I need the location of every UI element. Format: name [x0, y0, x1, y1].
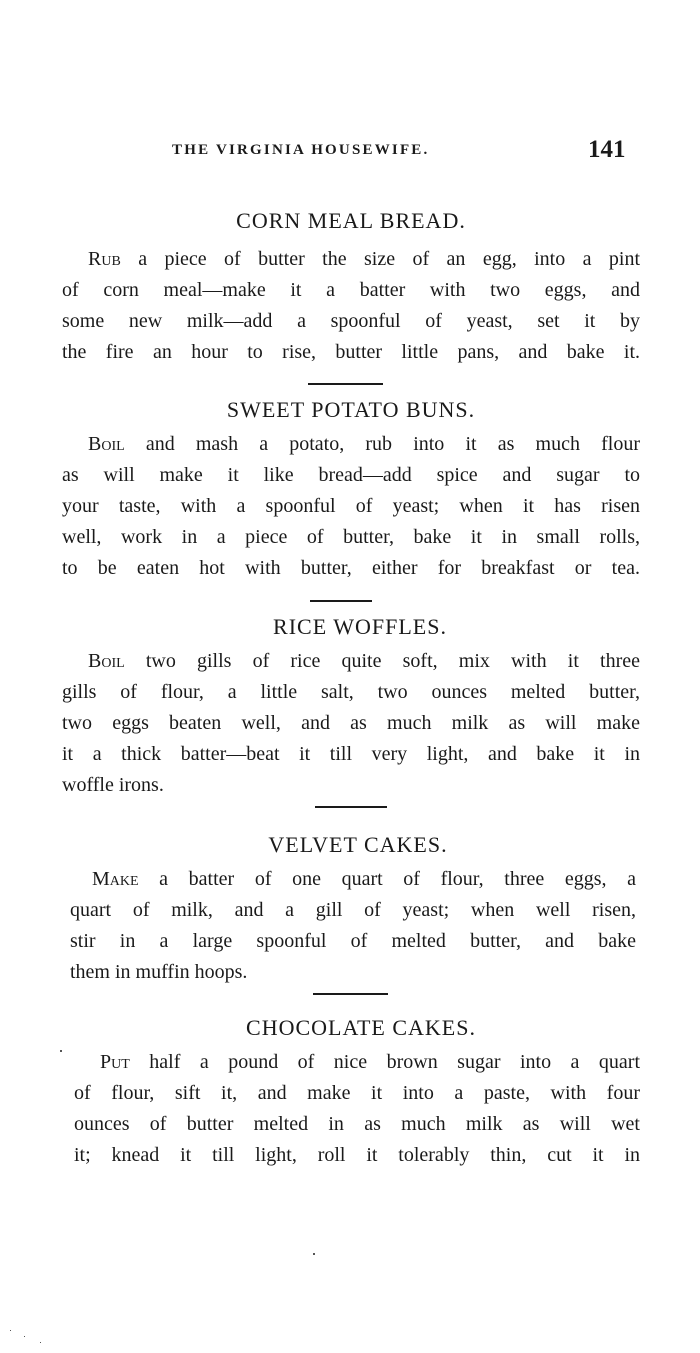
recipe-title: SWEET POTATO BUNS.	[226, 397, 476, 422]
recipe-lead-word: Rub	[88, 248, 121, 270]
recipe-line: Boil two gills of rice quite soft, mix with it three	[88, 650, 640, 672]
recipe-line: ounces of butter melted in as much milk as will wet	[74, 1113, 640, 1135]
print-speck	[60, 1050, 62, 1052]
recipe-line: them in muffin hoops.	[70, 961, 248, 983]
recipe-corn-meal-bread	[62, 206, 640, 368]
section-divider	[313, 993, 388, 995]
recipe-line: your taste, with a spoonful of yeast; when it has risen	[62, 495, 640, 517]
recipe-line: woffle irons.	[62, 774, 164, 796]
recipe-line: quart of milk, and a gill of yeast; when well risen,	[70, 899, 636, 921]
recipe-line: two eggs beaten well, and as much milk as will make	[62, 712, 640, 734]
page-number: 141	[588, 136, 626, 163]
recipe-title: VELVET CAKES.	[268, 832, 448, 857]
print-speck	[40, 1342, 41, 1343]
recipe-line: some new milk—add a spoonful of yeast, set it by	[62, 310, 640, 332]
recipe-lead-word: Make	[92, 868, 139, 890]
print-speck	[10, 1330, 11, 1331]
recipe-line: Make a batter of one quart of flour, three eggs, a	[92, 868, 636, 890]
recipe-line: of flour, sift it, and make it into a paste, with four	[74, 1082, 640, 1104]
section-divider	[315, 806, 387, 808]
recipe-title: RICE WOFFLES.	[273, 614, 447, 639]
recipe-line: gills of flour, a little salt, two ounces melted butter,	[62, 681, 640, 703]
recipe-line: it; knead it till light, roll it tolerably thin, cut it in	[74, 1144, 640, 1166]
recipe-title: CHOCOLATE CAKES.	[246, 1015, 476, 1040]
recipe-lead-word: Boil	[88, 650, 125, 672]
recipe-lead-word: Put	[100, 1051, 130, 1073]
print-speck	[313, 1253, 315, 1255]
recipe-line: well, work in a piece of butter, bake it in small rolls,	[62, 526, 640, 548]
recipe-line: of corn meal—make it a batter with two eggs, and	[62, 279, 640, 301]
recipe-line: Boil and mash a potato, rub into it as much flour	[88, 433, 640, 455]
print-speck	[24, 1336, 25, 1337]
recipe-line: Put half a pound of nice brown sugar into a quart	[100, 1051, 640, 1073]
recipe-rice-woffles	[62, 612, 640, 801]
recipe-line: the fire an hour to rise, butter little pans, and bake it.	[62, 341, 640, 363]
running-head: THE VIRGINIA HOUSEWIFE.	[172, 142, 430, 158]
recipe-sweet-potato-buns	[62, 395, 640, 584]
recipe-line: Rub a piece of butter the size of an egg, into a pint	[88, 248, 640, 270]
recipe-line: stir in a large spoonful of melted butter, and bake	[70, 930, 636, 952]
section-divider	[308, 383, 383, 385]
recipe-lead-word: Boil	[88, 433, 125, 455]
recipe-chocolate-cakes	[74, 1013, 640, 1171]
recipe-line: as will make it like bread—add spice and sugar to	[62, 464, 640, 486]
recipe-line: it a thick batter—beat it till very light, and bake it in	[62, 743, 640, 765]
recipe-velvet-cakes	[70, 830, 636, 988]
recipe-line: to be eaten hot with butter, either for breakfast or tea.	[62, 557, 640, 579]
recipe-title: CORN MEAL BREAD.	[236, 208, 466, 233]
section-divider	[310, 600, 372, 602]
